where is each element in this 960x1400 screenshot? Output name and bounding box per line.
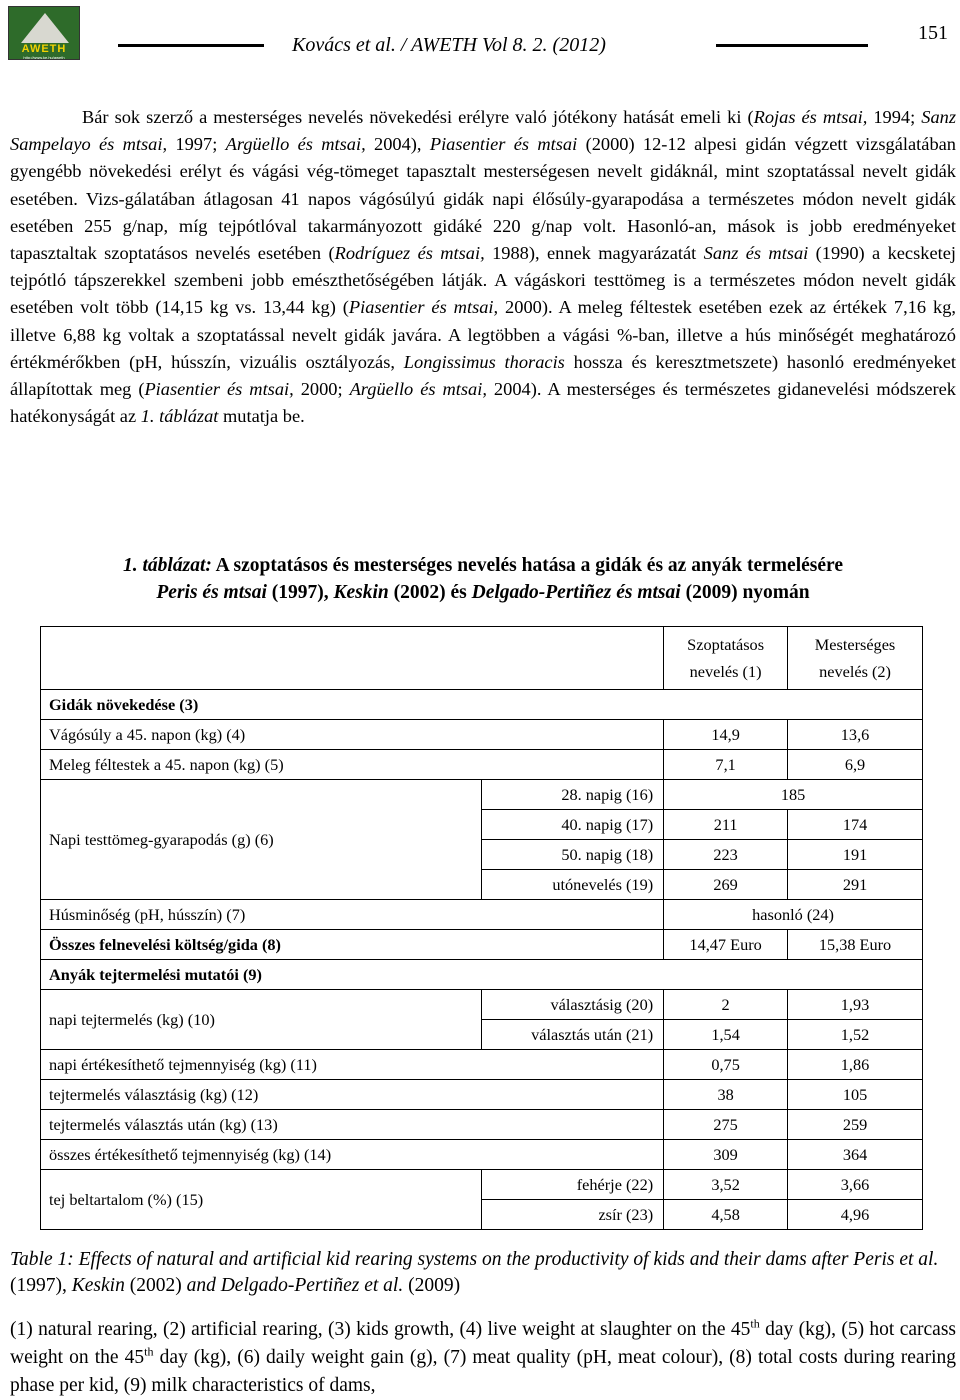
pyramid-icon	[21, 13, 69, 43]
table-row: zsír (23) 4,58 4,96	[41, 1200, 923, 1230]
page-header	[0, 0, 960, 80]
logo-text: AWETH	[21, 43, 67, 55]
logo-url: http://www.ke.hu/aweth	[23, 55, 65, 60]
table-row: Napi testtömeg-gyarapodás (g) (6) 28. napig (16) 185	[41, 780, 923, 810]
table-row: napi tejtermelés (kg) (10) választásig (20) 2 1,93	[41, 990, 923, 1020]
table-row: Húsminőség (pH, hússzín) (7) hasonló (24)	[41, 900, 923, 930]
header-rule-right	[716, 44, 868, 47]
header-rule-left	[118, 44, 264, 47]
table-header-row	[41, 627, 923, 690]
page-number: 151	[918, 22, 948, 44]
aweth-logo	[8, 6, 80, 60]
table-row: 50. napig (18) 223 191	[41, 840, 923, 870]
col-header-artificial: Mesterséges nevelés (2)	[788, 627, 923, 690]
data-table	[40, 626, 923, 1230]
journal-title: Kovács et al. / AWETH Vol 8. 2. (2012)	[292, 34, 606, 56]
table-row: tejtermelés választásig (kg) (12) 38 105	[41, 1080, 923, 1110]
table-caption-hungarian: 1. táblázat: A szoptatásos és mesterséges nevelés hatása a gidák és az anyák termelésére Peris és mtsai (1997), Keskin (2002) és Delgado-Pertiñez és mtsai (2009) nyomán	[123, 555, 843, 603]
table-row: tejtermelés választás után (kg) (13) 275 259	[41, 1110, 923, 1140]
table-row: választás után (21) 1,54 1,52	[41, 1020, 923, 1050]
table-footnote: (1) natural rearing, (2) artificial rearing, (3) kids growth, (4) live weight at slaughter on the 45th day (kg), (5) hot carcass weight on the 45th day (kg), (6) daily weight gain (g), (7) meat quality (pH, meat colour), (8) total costs during rearing phase per kid, (9) milk characteristics of dams,	[10, 1316, 956, 1396]
table-row: Vágósúly a 45. napon (kg) (4) 14,9 13,6	[41, 720, 923, 750]
table-row: összes értékesíthető tejmennyiség (kg) (14) 309 364	[41, 1140, 923, 1170]
body-paragraph: Bár sok szerző a mesterséges nevelés növekedési erélyre való jótékony hatását emeli ki (Rojas és mtsai, 1994; Sanz Sampelayo és mtsai, 1997; Argüello és mtsai, 2004), Piasentier és mtsai (2000) 12-12 alpesi gidán végzett vizsgálatában gyengébb növekedési erélyt és vágási vég-tömeget tapasztalt mesterségesen nevelt gidáknál, mint szoptatással nevelt gidák esetében. Vizs-gálatában átlagosan 41 napos vágósúlyú gidák napi élősúly-gyarapodása a természetes módon nevelt gidák esetében 255 g/nap, míg tejpótlóval takarmányozott gidáké 220 g/nap volt. Hasonló-an, mások is jobb eredményeket tapasztaltak szoptatásos nevelés esetében (Rodríguez és mtsai, 1988), ennek magyarázatát Sanz és mtsai (1990) a kecsketej tejpótló tápszerekkel szembeni jobb emészthetőségében látják. A vágáskori testtömeg is a természetes módon nevelt gidák esetében volt több (14,15 kg vs. 13,44 kg) (Piasentier és mtsai, 2000). A meleg féltestek esetében ezek az értékek 7,16 kg, illetve 6,88 kg voltak a szoptatással nevelt gidák javára. A legtöbben a vágási %-ban, illetve a hús minőségét meghatározó értékmérőkben (pH, hússzín, vizuális osztályozás, Longissimus thoracis hossza és keresztmetszete) hasonló eredményeket állapítottak meg (Piasentier és mtsai, 2000; Argüello és mtsai, 2004). A mesterséges és természetes gidanevelési módszerek hatékonyságát az 1. táblázat mutatja be.	[10, 107, 957, 427]
table-caption-english: Table 1: Effects of natural and artificial kid rearing systems on the productivity of kids and their dams after Peris et al. (1997), Keskin (2002) and Delgado-Pertiñez et al. (2009)	[10, 1249, 939, 1296]
table-row: napi értékesíthető tejmennyiség (kg) (11) 0,75 1,86	[41, 1050, 923, 1080]
table-row: 40. napig (17) 211 174	[41, 810, 923, 840]
section-dams: Anyák tejtermelési mutatói (9)	[41, 960, 923, 990]
col-header-natural: Szoptatásos nevelés (1)	[664, 627, 788, 690]
section-kids-growth: Gidák növekedése (3)	[41, 690, 923, 720]
table-row: utónevelés (19) 269 291	[41, 870, 923, 900]
table-row	[41, 690, 923, 720]
table-row: Meleg féltestek a 45. napon (kg) (5) 7,1 6,9	[41, 750, 923, 780]
table-row: Összes felnevelési költség/gida (8) 14,47 Euro 15,38 Euro	[41, 930, 923, 960]
table-row: tej beltartalom (%) (15) fehérje (22) 3,52 3,66	[41, 1170, 923, 1200]
table-row	[41, 960, 923, 990]
